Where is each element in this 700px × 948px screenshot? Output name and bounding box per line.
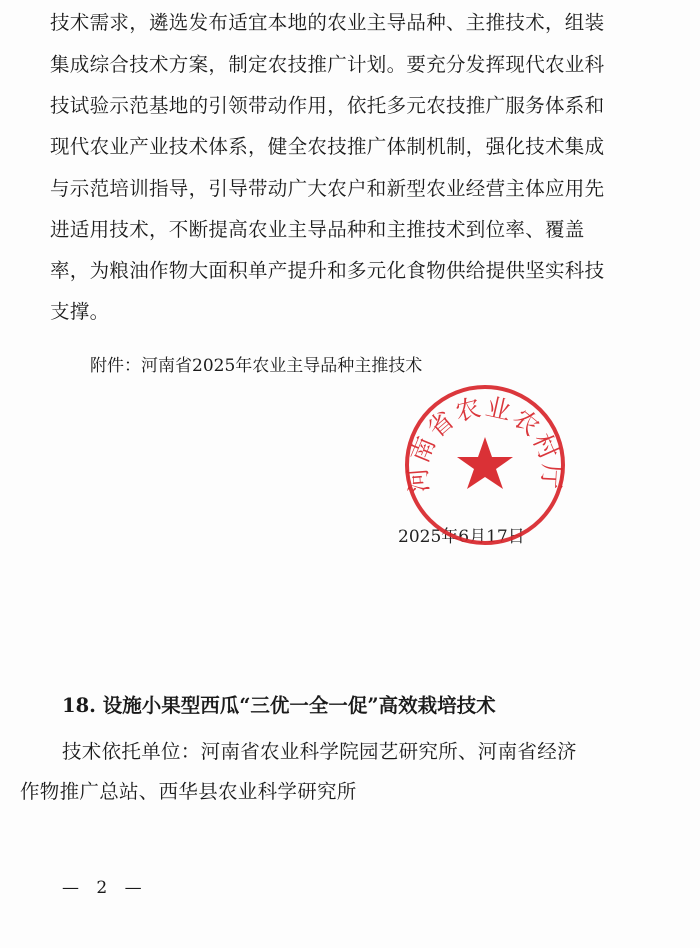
official-seal — [400, 380, 570, 550]
body-line: 集成综合技术方案，制定农技推广计划。要充分发挥现代农业科 — [50, 53, 605, 76]
body-line: 支撑。 — [50, 300, 110, 323]
body-line: 与示范培训指导，引导带动广大农户和新型农业经营主体应用先 — [50, 177, 605, 200]
body-line: 技试验示范基地的引领带动作用，依托多元农技推广服务体系和 — [50, 94, 605, 117]
seal-star-icon — [457, 437, 513, 489]
unit-line: 技术依托单位：河南省农业科学院园艺研究所、河南省经济 — [62, 740, 577, 763]
attachment-line: 附件：河南省2025年农业主导品种主推技术 — [90, 356, 423, 376]
unit-line: 作物推广总站、西华县农业科学研究所 — [20, 780, 357, 803]
body-line: 率，为粮油作物大面积单产提升和多元化食物供给提供坚实科技 — [50, 259, 605, 282]
section-title: 18. 设施小果型西瓜“三优一全一促”高效栽培技术 — [62, 694, 496, 717]
seal-text-path: 河南省农业农村厅 — [403, 392, 567, 494]
issue-date: 2025年6月17日 — [398, 527, 525, 547]
body-line: 技术需求，遴选发布适宜本地的农业主导品种、主推技术，组装 — [50, 11, 605, 34]
body-line: 进适用技术，不断提高农业主导品种和主推技术到位率、覆盖 — [50, 218, 585, 241]
page-number: — 2 — — [62, 878, 148, 898]
body-line: 现代农业产业技术体系，健全农技推广体制机制，强化技术集成 — [50, 135, 605, 158]
